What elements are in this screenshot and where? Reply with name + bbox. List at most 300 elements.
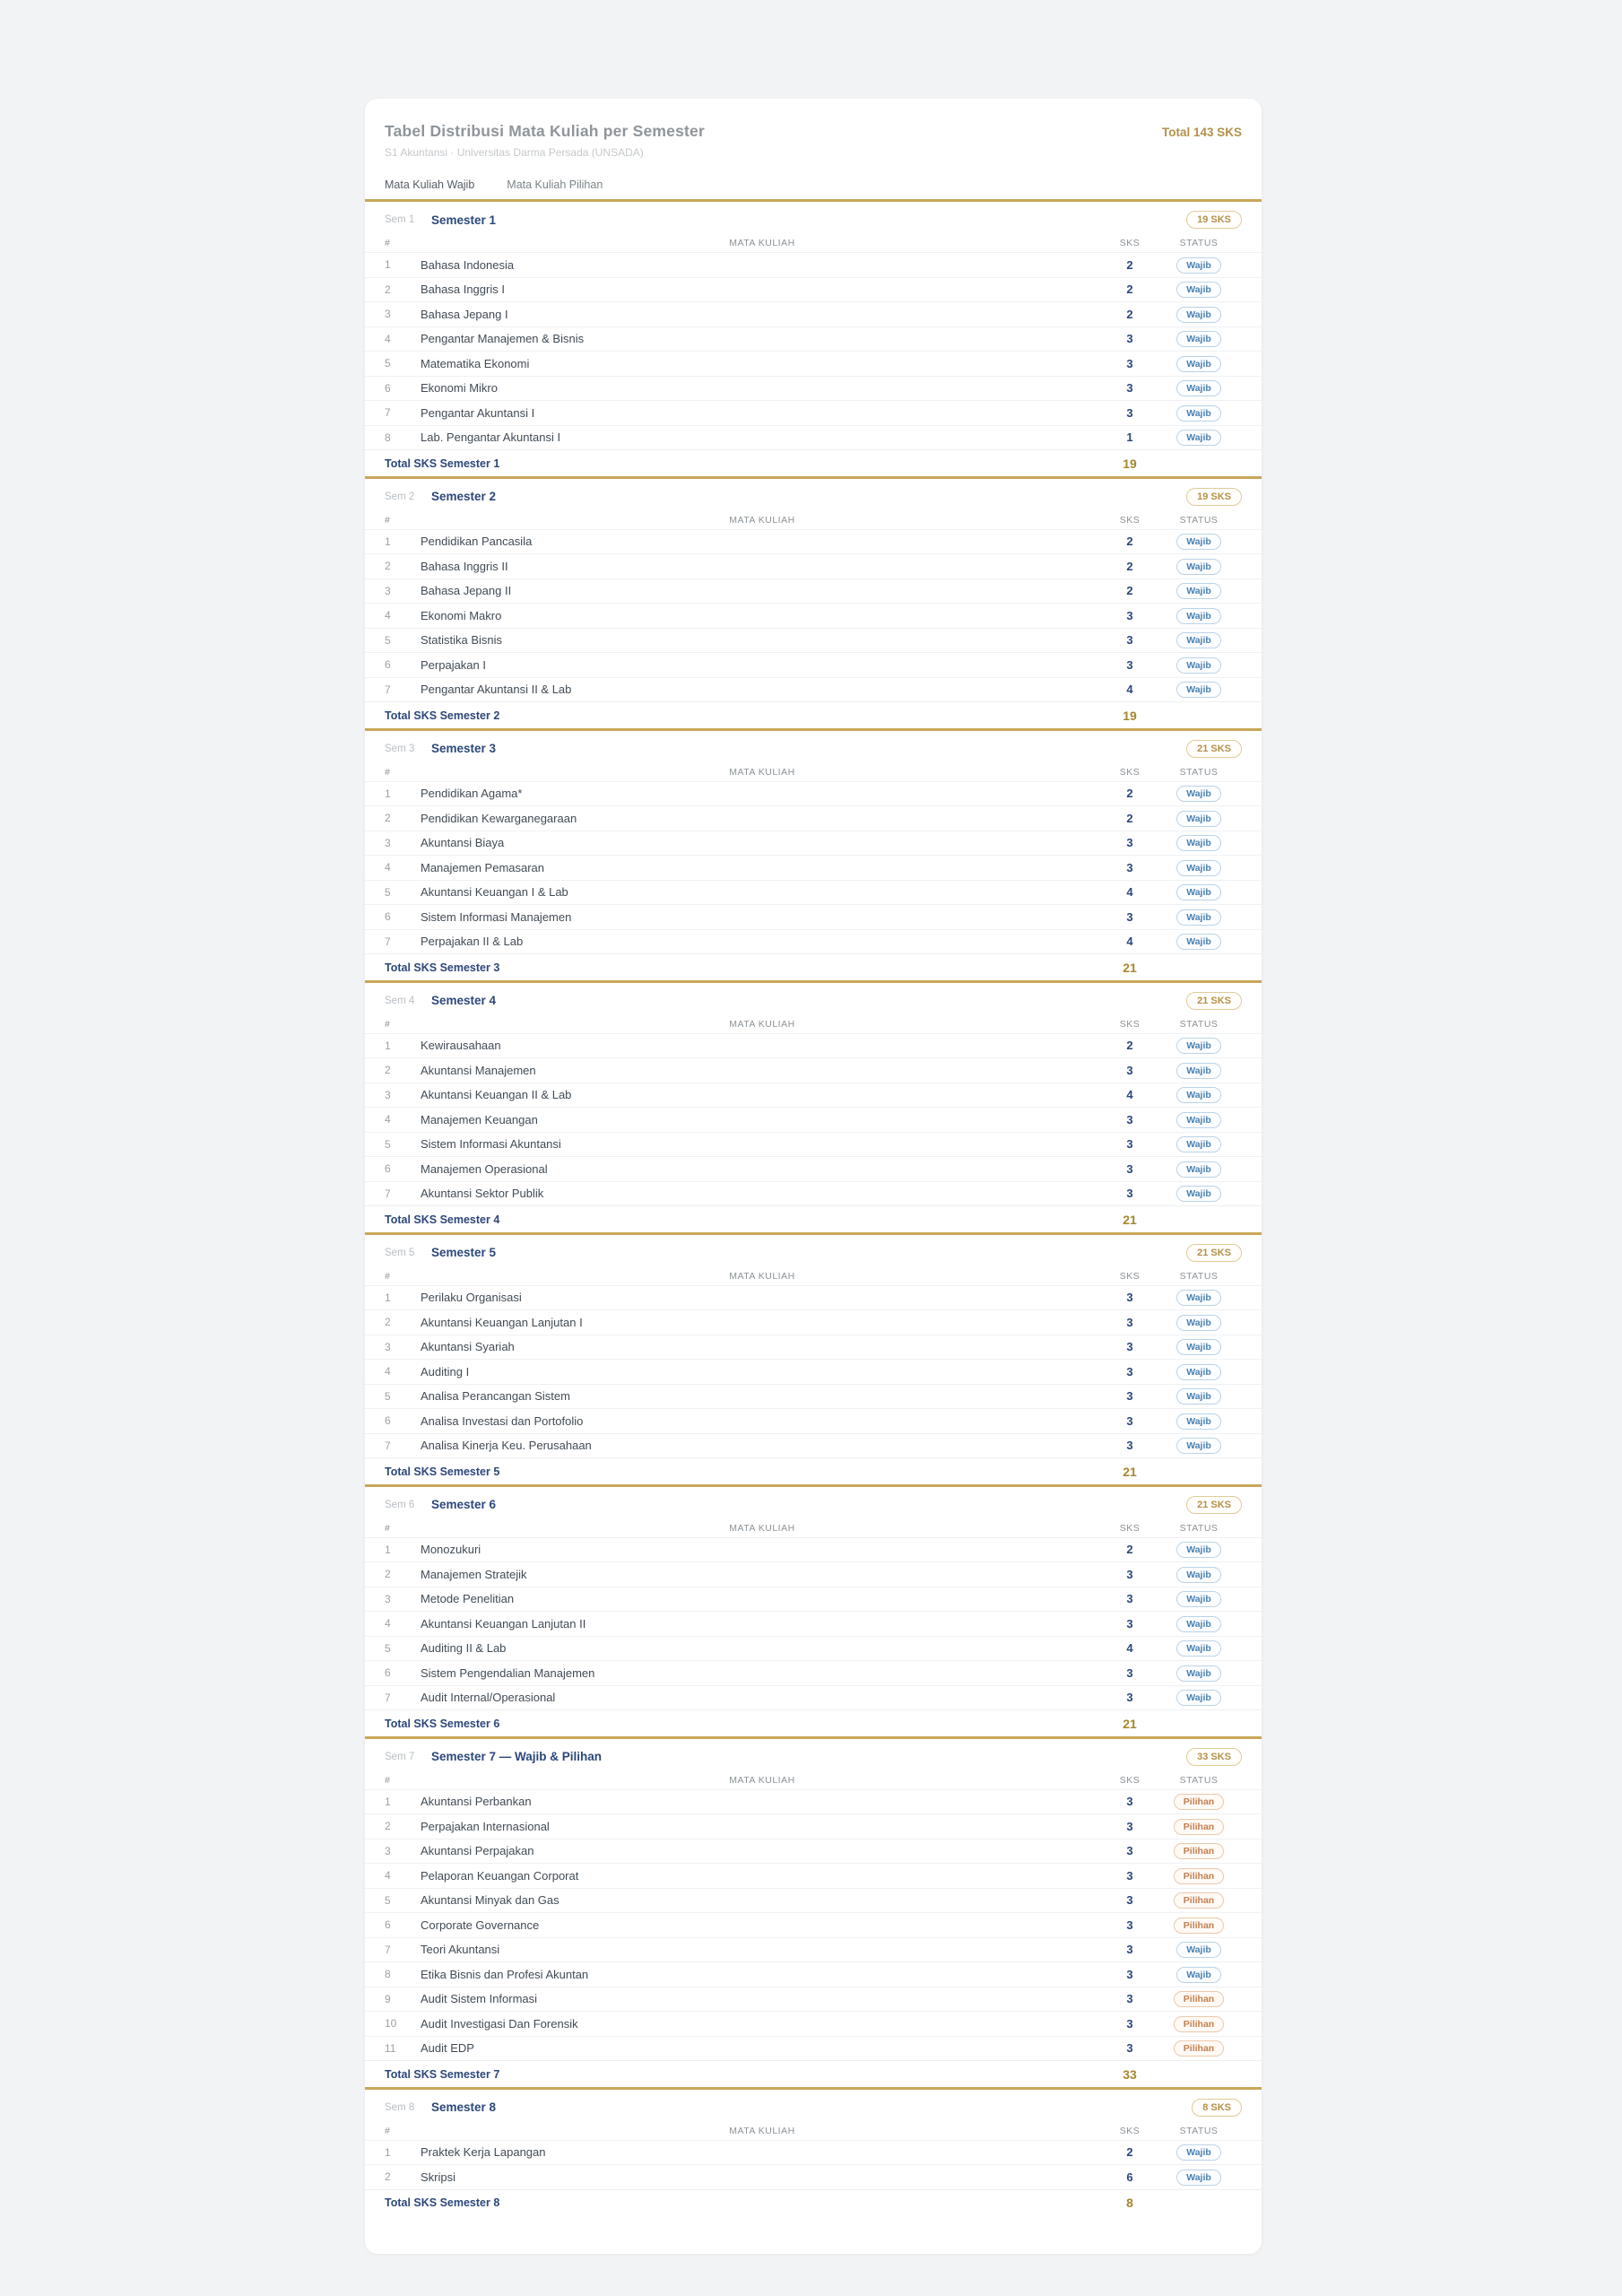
course-name: Statistika Bisnis (421, 633, 503, 648)
course-row (365, 376, 1262, 401)
column-header-mata-kuliah: MATA KULIAH (729, 1774, 795, 1786)
semester-chip: Sem 1 (385, 214, 415, 225)
course-status-cell (1156, 1793, 1242, 1810)
course-status-cell (1156, 1566, 1242, 1583)
course-row (365, 1685, 1262, 1710)
course-status-cell (1156, 859, 1242, 876)
course-sks: 3 (1126, 1340, 1133, 1354)
column-header-sks: SKS (1119, 1774, 1141, 1786)
semester-title: Semester 6 (431, 1498, 497, 1511)
course-number: 7 (385, 1439, 391, 1452)
semester-chip: Sem 5 (385, 1247, 415, 1258)
column-header-mata-kuliah: MATA KULIAH (729, 1018, 795, 1030)
course-name: Akuntansi Biaya (421, 836, 505, 850)
course-sks: 2 (1126, 307, 1133, 321)
course-sks: 3 (1126, 1413, 1133, 1428)
course-number: 3 (385, 1088, 391, 1101)
course-sks: 2 (1126, 559, 1133, 573)
semester-chip: Sem 3 (385, 743, 415, 754)
course-row (365, 1181, 1262, 1206)
course-sks: 2 (1126, 283, 1133, 297)
course-status-cell (1156, 1111, 1242, 1128)
status-badge: Pilihan (1174, 2016, 1224, 2032)
course-sks: 3 (1126, 1187, 1133, 1201)
course-status-cell (1156, 281, 1242, 298)
status-badge: Wajib (1176, 811, 1221, 827)
course-name: Manajemen Keuangan (421, 1112, 538, 1126)
status-badge: Pilihan (1174, 1918, 1224, 1934)
course-row (365, 301, 1262, 326)
semester-sks-badge: 21 SKS (1186, 1496, 1242, 1514)
course-status-cell (1156, 1437, 1242, 1454)
page-title: Tabel Distribusi Mata Kuliah per Semester (385, 122, 706, 140)
table-column-headers (365, 1770, 1262, 1789)
course-distribution-card (365, 99, 1262, 2254)
course-name: Manajemen Stratejik (421, 1567, 527, 1581)
course-name: Pengantar Manajemen & Bisnis (421, 332, 585, 346)
status-badge: Pilihan (1174, 1991, 1224, 2007)
semester-sks-badge: 21 SKS (1186, 740, 1242, 758)
course-status-cell (1156, 1338, 1242, 1355)
course-status-cell (1156, 330, 1242, 347)
semester-total-label: Total SKS Semester 5 (385, 1465, 500, 1478)
semester-sks-badge: 8 SKS (1192, 2099, 1242, 2117)
course-status-cell (1156, 933, 1242, 950)
status-badge: Wajib (1176, 2170, 1221, 2186)
course-status-cell (1156, 1135, 1242, 1152)
course-name: Pendidikan Pancasila (421, 535, 533, 549)
course-row (365, 2140, 1262, 2165)
course-row (365, 1107, 1262, 1132)
course-number: 2 (385, 2170, 391, 2184)
course-sks: 3 (1126, 1364, 1133, 1378)
course-sks: 3 (1126, 1918, 1133, 1932)
semester-total-value: 19 (1123, 456, 1137, 471)
course-status-cell (1156, 1289, 1242, 1306)
course-row (365, 855, 1262, 880)
course-status-cell (1156, 681, 1242, 698)
course-number: 4 (385, 1617, 391, 1631)
course-sks: 3 (1126, 1161, 1133, 1176)
course-number: 3 (385, 836, 391, 849)
course-number: 2 (385, 560, 391, 573)
status-badge: Pilihan (1174, 1794, 1224, 1810)
course-row (365, 1033, 1262, 1058)
course-status-cell (1156, 657, 1242, 674)
status-badge: Wajib (1176, 583, 1221, 599)
course-name: Akuntansi Keuangan Lanjutan II (421, 1616, 586, 1631)
course-name: Akuntansi Perpajakan (421, 1844, 534, 1858)
course-status-cell (1156, 379, 1242, 396)
course-name: Akuntansi Keuangan Lanjutan I (421, 1315, 583, 1329)
course-name: Pengantar Akuntansi I (421, 405, 535, 420)
course-status-cell (1156, 1314, 1242, 1331)
course-name: Ekonomi Makro (421, 608, 502, 622)
course-name: Manajemen Pemasaran (421, 860, 545, 874)
course-status-cell (1156, 429, 1242, 446)
status-badge: Wajib (1176, 282, 1221, 298)
course-row (365, 1863, 1262, 1888)
course-sks: 3 (1126, 1844, 1133, 1858)
course-number: 6 (385, 910, 391, 924)
semester-title: Semester 7 — Wajib & Pilihan (431, 1750, 603, 1763)
course-row (365, 1611, 1262, 1636)
course-status-cell (1156, 1892, 1242, 1909)
course-row (365, 1309, 1262, 1335)
course-name: Monozukuri (421, 1543, 481, 1557)
status-badge: Wajib (1176, 1063, 1221, 1079)
course-sks: 2 (1126, 257, 1133, 272)
column-header-sks: SKS (1119, 766, 1141, 778)
course-row (365, 1636, 1262, 1661)
course-row (365, 781, 1262, 806)
course-number: 1 (385, 1039, 391, 1052)
semester-title: Semester 2 (431, 490, 497, 503)
semester-title: Semester 4 (431, 994, 497, 1007)
semester-section (365, 1739, 1262, 2090)
course-sks: 3 (1126, 657, 1133, 672)
course-number: 5 (385, 1641, 391, 1655)
course-name: Pelaporan Keuangan Corporat (421, 1868, 579, 1883)
column-header-status: STATUS (1179, 514, 1219, 526)
status-badge: Wajib (1176, 632, 1221, 648)
semester-title: Semester 8 (431, 2100, 497, 2114)
course-row (365, 904, 1262, 929)
course-name: Perpajakan I (421, 657, 486, 672)
status-badge: Wajib (1176, 1161, 1221, 1178)
semester-header (365, 731, 1262, 762)
status-badge: Wajib (1176, 608, 1221, 624)
table-column-headers (365, 1518, 1262, 1537)
semester-total-label: Total SKS Semester 2 (385, 709, 500, 722)
status-badge: Wajib (1176, 884, 1221, 900)
course-number: 3 (385, 1844, 391, 1857)
semester-header (365, 983, 1262, 1014)
column-header-num: # (385, 1270, 391, 1282)
course-sks: 3 (1126, 356, 1133, 370)
course-status-cell (1156, 2015, 1242, 2032)
course-status-cell (1156, 1639, 1242, 1657)
course-number: 6 (385, 381, 391, 395)
card-header-left (385, 122, 705, 159)
semester-total-row (365, 2060, 1262, 2087)
course-number: 6 (385, 658, 391, 672)
column-header-sks: SKS (1119, 1522, 1141, 1534)
status-badge: Wajib (1176, 307, 1221, 323)
course-number: 1 (385, 258, 391, 272)
course-number: 1 (385, 1291, 391, 1304)
tab-mata-kuliah-pilihan[interactable]: Mata Kuliah Pilihan (507, 178, 603, 191)
course-name: Sistem Informasi Manajemen (421, 909, 572, 924)
column-header-status: STATUS (1179, 2125, 1219, 2136)
page-subtitle: S1 Akuntansi · Universitas Darma Persada (UNSADA) (385, 146, 644, 159)
course-name: Analisa Investasi dan Portofolio (421, 1413, 584, 1428)
course-status-cell (1156, 1037, 1242, 1054)
status-badge: Wajib (1176, 1136, 1221, 1152)
status-badge: Wajib (1176, 1038, 1221, 1054)
semester-total-row (365, 1205, 1262, 1232)
course-number: 3 (385, 308, 391, 321)
course-name: Auditing II & Lab (421, 1641, 507, 1656)
course-status-cell (1156, 1867, 1242, 1884)
course-name: Pendidikan Kewarganegaraan (421, 811, 577, 825)
column-header-mata-kuliah: MATA KULIAH (729, 1522, 795, 1534)
semester-section (365, 983, 1262, 1235)
table-column-headers (365, 510, 1262, 529)
course-row (365, 1660, 1262, 1685)
column-header-status: STATUS (1179, 766, 1219, 778)
course-status-cell (1156, 1818, 1242, 1835)
course-row (365, 2036, 1262, 2061)
course-number: 7 (385, 935, 391, 948)
course-row (365, 425, 1262, 450)
course-sks: 3 (1126, 836, 1133, 850)
course-name: Etika Bisnis dan Profesi Akuntan (421, 1967, 589, 1981)
course-row (365, 652, 1262, 677)
semester-total-label: Total SKS Semester 6 (385, 1717, 500, 1730)
course-sks: 2 (1126, 1039, 1133, 1053)
semester-total-row (365, 701, 1262, 728)
course-sks: 3 (1126, 2041, 1133, 2056)
course-status-cell (1156, 1917, 1242, 1934)
course-row (365, 831, 1262, 856)
course-status-cell (1156, 355, 1242, 372)
status-badge: Wajib (1176, 2144, 1221, 2161)
status-badge: Wajib (1176, 430, 1221, 446)
course-name: Auditing I (421, 1364, 470, 1378)
course-sks: 2 (1126, 811, 1133, 825)
course-status-cell (1156, 607, 1242, 624)
course-rows (365, 529, 1262, 702)
course-name: Sistem Informasi Akuntansi (421, 1137, 561, 1152)
status-badge: Pilihan (1174, 1843, 1224, 1859)
semester-header (365, 202, 1262, 233)
semester-section (365, 2090, 1262, 2216)
course-number: 5 (385, 885, 391, 899)
column-header-sks: SKS (1119, 238, 1141, 248)
semester-header (365, 479, 1262, 510)
course-rows (365, 1789, 1262, 2061)
status-badge: Wajib (1176, 1567, 1221, 1583)
course-status-cell (1156, 1185, 1242, 1202)
course-name: Metode Penelitian (421, 1592, 515, 1606)
course-name: Akuntansi Sektor Publik (421, 1187, 544, 1201)
column-header-sks: SKS (1119, 2125, 1141, 2136)
course-name: Matematika Ekonomi (421, 356, 530, 370)
course-status-cell (1156, 1615, 1242, 1632)
status-badge: Wajib (1176, 1616, 1221, 1632)
course-row (365, 1987, 1262, 2012)
semester-chip: Sem 6 (385, 1499, 415, 1510)
course-number: 5 (385, 633, 391, 647)
status-badge: Wajib (1176, 534, 1221, 550)
status-badge: Wajib (1176, 1388, 1221, 1405)
course-number: 3 (385, 1340, 391, 1353)
status-badge: Wajib (1176, 1967, 1221, 1983)
course-number: 5 (385, 357, 391, 370)
course-name: Teori Akuntansi (421, 1943, 500, 1957)
course-name: Akuntansi Minyak dan Gas (421, 1893, 559, 1908)
course-row (365, 1587, 1262, 1612)
course-sks: 3 (1126, 405, 1133, 420)
course-name: Perpajakan Internasional (421, 1819, 550, 1833)
course-sks: 6 (1126, 2170, 1133, 2184)
course-row (365, 1057, 1262, 1083)
status-badge: Wajib (1176, 356, 1221, 372)
tab-mata-kuliah-wajib[interactable]: Mata Kuliah Wajib (385, 178, 475, 191)
course-status-cell (1156, 1665, 1242, 1682)
semester-total-label: Total SKS Semester 3 (385, 961, 500, 974)
course-number: 6 (385, 1414, 391, 1428)
status-badge: Wajib (1176, 559, 1221, 575)
course-name: Pengantar Akuntansi II & Lab (421, 683, 572, 697)
course-row (365, 1789, 1262, 1814)
course-row (365, 929, 1262, 954)
course-status-cell (1156, 883, 1242, 900)
course-sks: 3 (1126, 1665, 1133, 1680)
course-status-cell (1156, 533, 1242, 550)
course-row (365, 1961, 1262, 1987)
course-row (365, 628, 1262, 653)
course-status-cell (1156, 909, 1242, 926)
column-header-num: # (385, 238, 391, 248)
semester-total-row (365, 1709, 1262, 1736)
status-badge: Wajib (1176, 1665, 1221, 1682)
course-name: Akuntansi Manajemen (421, 1063, 536, 1077)
course-number: 4 (385, 1365, 391, 1378)
table-column-headers (365, 1266, 1262, 1285)
course-sks: 3 (1126, 1868, 1133, 1883)
semester-section (365, 479, 1262, 731)
course-row (365, 677, 1262, 702)
course-name: Bahasa Inggris I (421, 283, 505, 297)
course-name: Manajemen Operasional (421, 1161, 548, 1176)
course-name: Analisa Perancangan Sistem (421, 1389, 570, 1404)
column-header-num: # (385, 766, 391, 778)
course-status-cell (1156, 1990, 1242, 2007)
course-row (365, 1813, 1262, 1839)
status-badge: Wajib (1176, 1413, 1221, 1430)
table-column-headers (365, 2121, 1262, 2140)
course-sks: 3 (1126, 1567, 1133, 1581)
course-row (365, 1285, 1262, 1310)
course-status-cell (1156, 1966, 1242, 1983)
semester-total-value: 21 (1123, 1464, 1137, 1479)
course-sks: 3 (1126, 1893, 1133, 1908)
course-row (365, 1384, 1262, 1409)
status-badge: Wajib (1176, 909, 1221, 926)
course-row (365, 1408, 1262, 1433)
semester-total-value: 21 (1123, 1716, 1137, 1731)
course-sks: 3 (1126, 1315, 1133, 1329)
status-badge: Wajib (1176, 1438, 1221, 1454)
course-row (365, 1132, 1262, 1157)
course-number: 6 (385, 1162, 391, 1176)
course-sks: 3 (1126, 1291, 1133, 1305)
course-number: 6 (385, 1666, 391, 1680)
course-sks: 3 (1126, 1795, 1133, 1809)
course-name: Perilaku Organisasi (421, 1291, 522, 1305)
course-status-cell (1156, 558, 1242, 575)
course-number: 2 (385, 283, 391, 296)
semester-sks-badge: 19 SKS (1186, 211, 1242, 229)
course-row (365, 277, 1262, 302)
semester-header (365, 1235, 1262, 1266)
course-status-cell (1156, 1541, 1242, 1558)
course-row (365, 400, 1262, 425)
semester-header (365, 2090, 1262, 2121)
semester-total-label: Total SKS Semester 4 (385, 1213, 500, 1226)
course-name: Bahasa Indonesia (421, 257, 515, 272)
course-name: Corporate Governance (421, 1918, 540, 1932)
course-status-cell (1156, 631, 1242, 648)
course-row (365, 1561, 1262, 1587)
course-name: Bahasa Inggris II (421, 559, 508, 573)
course-name: Skripsi (421, 2170, 456, 2184)
semester-title: Semester 1 (431, 213, 497, 227)
card-header (365, 122, 1262, 159)
status-badge: Wajib (1176, 1290, 1221, 1306)
status-badge: Wajib (1176, 1087, 1221, 1103)
course-status-cell (1156, 1363, 1242, 1380)
course-sks: 4 (1126, 1641, 1133, 1656)
course-number: 2 (385, 1064, 391, 1077)
column-header-mata-kuliah: MATA KULIAH (729, 514, 795, 526)
semester-sks-badge: 21 SKS (1186, 1244, 1242, 1262)
status-badge: Wajib (1176, 682, 1221, 698)
course-sks: 3 (1126, 1967, 1133, 1981)
course-name: Akuntansi Keuangan II & Lab (421, 1088, 572, 1102)
course-row (365, 603, 1262, 628)
status-badge: Wajib (1176, 1364, 1221, 1380)
semester-title: Semester 3 (431, 742, 497, 755)
column-header-mata-kuliah: MATA KULIAH (729, 2125, 795, 2136)
course-number: 9 (385, 1992, 391, 2005)
course-number: 6 (385, 1918, 391, 1932)
semester-chip: Sem 8 (385, 2101, 415, 2113)
semester-chip: Sem 2 (385, 491, 415, 502)
course-name: Pendidikan Agama* (421, 787, 523, 801)
course-number: 2 (385, 1568, 391, 1581)
course-sks: 3 (1126, 1691, 1133, 1705)
course-row (365, 2164, 1262, 2189)
course-rows (365, 2140, 1262, 2189)
status-badge: Wajib (1176, 331, 1221, 347)
status-badge: Wajib (1176, 1315, 1221, 1331)
tab-bar (365, 178, 1262, 199)
course-status-cell (1156, 810, 1242, 827)
course-sks: 3 (1126, 633, 1133, 648)
status-badge: Wajib (1176, 1690, 1221, 1706)
status-badge: Wajib (1176, 835, 1221, 851)
course-sks: 3 (1126, 909, 1133, 924)
column-header-num: # (385, 1774, 391, 1786)
status-badge: Wajib (1176, 1339, 1221, 1355)
semester-sks-badge: 21 SKS (1186, 992, 1242, 1010)
course-status-cell (1156, 834, 1242, 851)
course-status-cell (1156, 1062, 1242, 1079)
status-badge: Pilihan (1174, 1819, 1224, 1835)
course-row (365, 1083, 1262, 1108)
course-number: 4 (385, 1869, 391, 1883)
table-column-headers (365, 762, 1262, 781)
course-rows (365, 252, 1262, 449)
course-number: 7 (385, 1691, 391, 1704)
course-status-cell (1156, 2144, 1242, 2161)
course-sks: 3 (1126, 2016, 1133, 2031)
course-sks: 3 (1126, 1592, 1133, 1606)
semester-header (365, 1739, 1262, 1770)
